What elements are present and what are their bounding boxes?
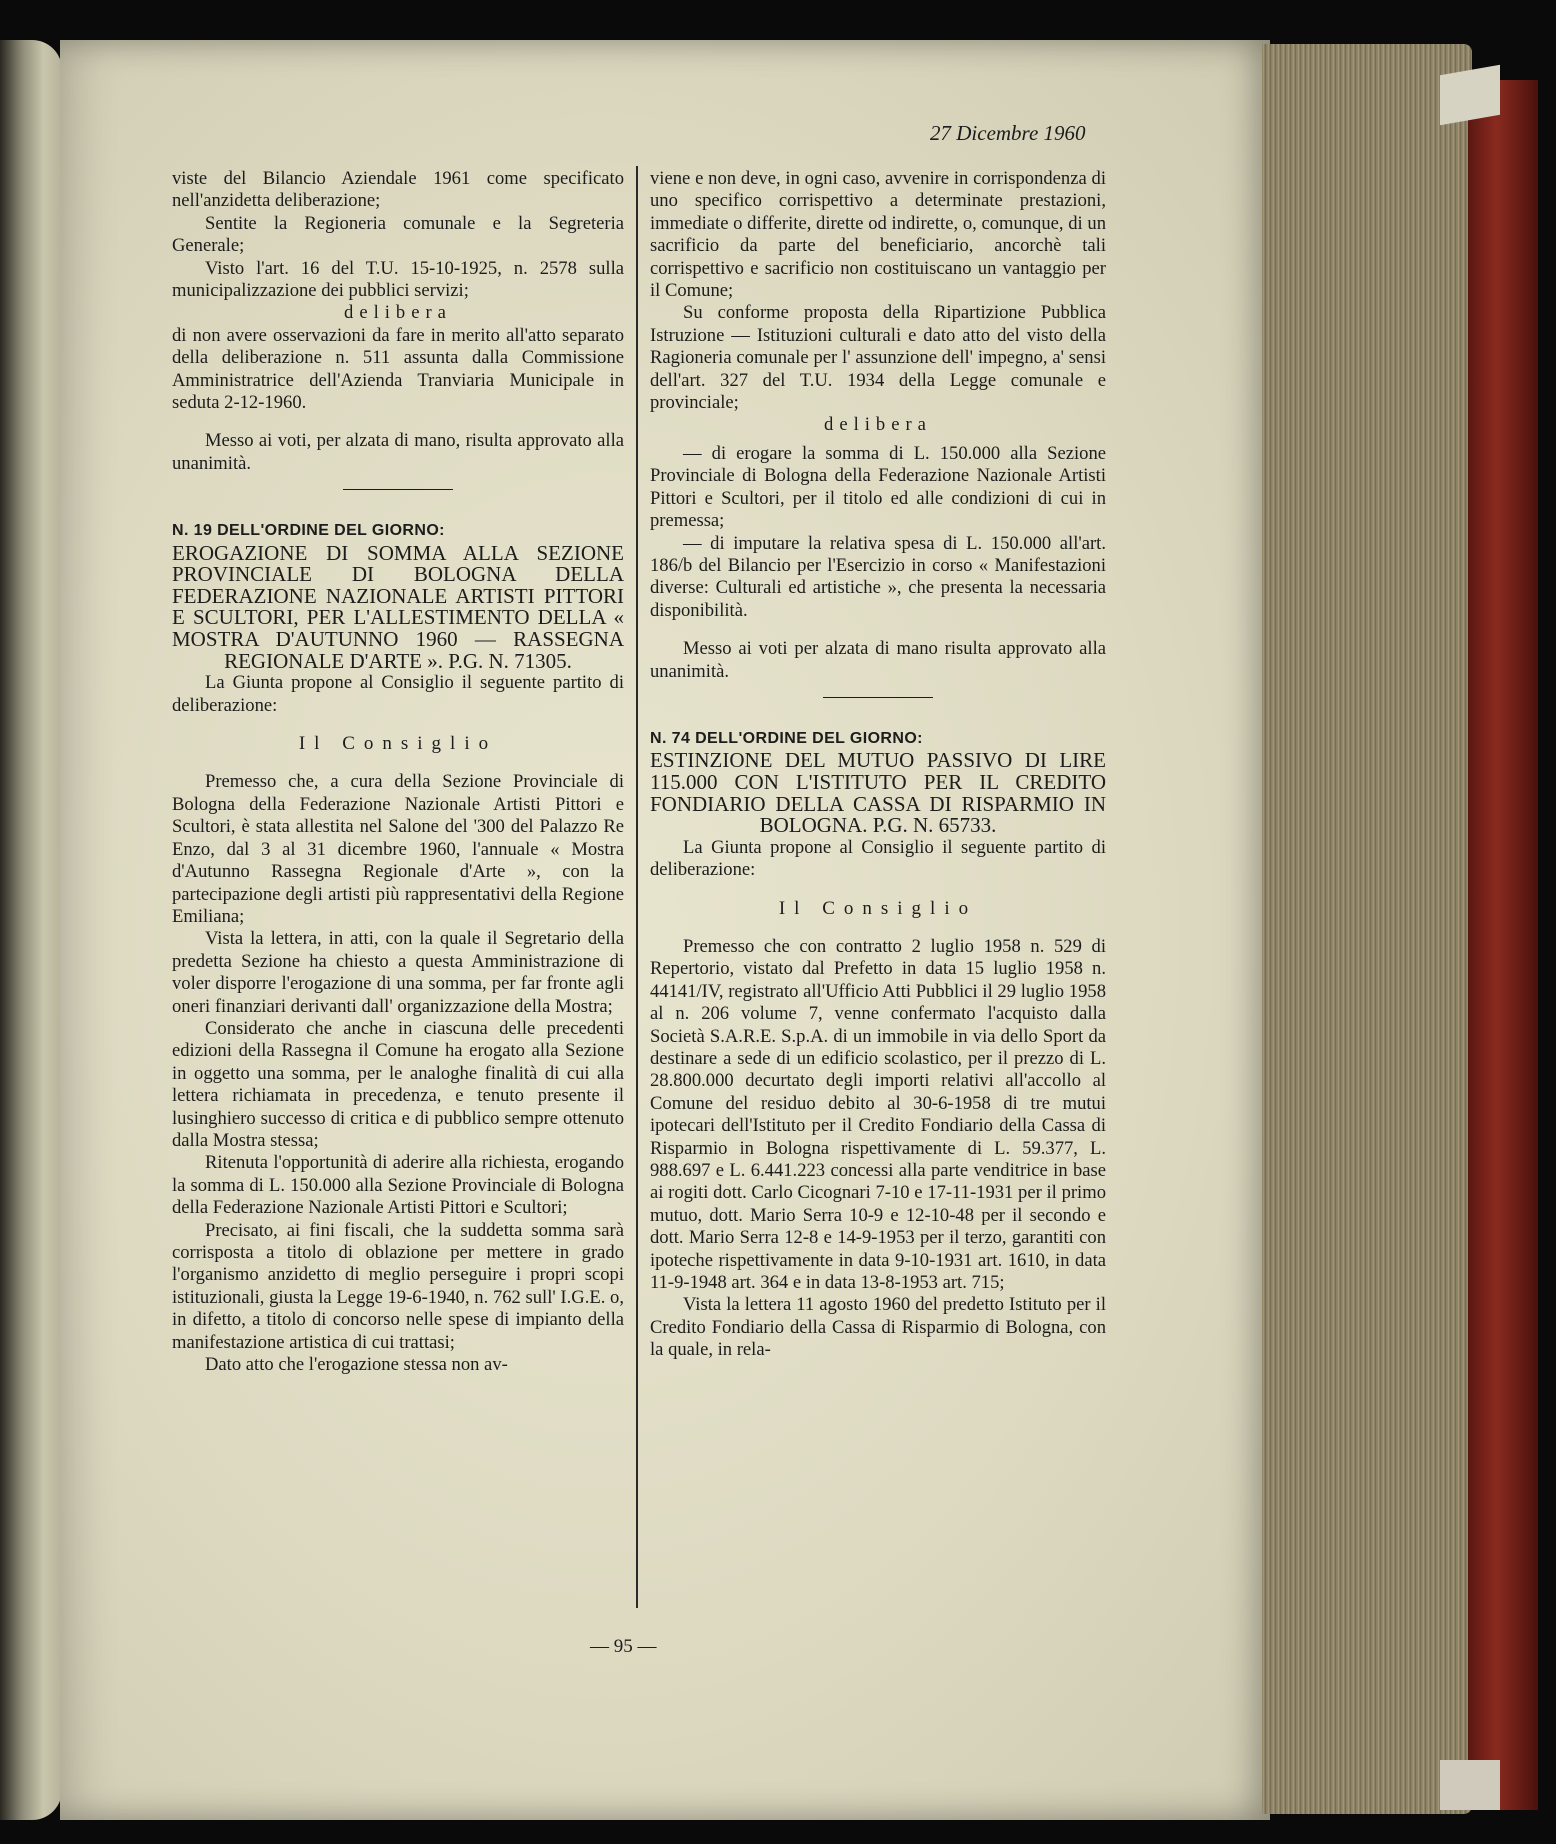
paragraph: viene e non deve, in ogni caso, avvenire in corrispondenza di uno specifico corrispettivo a determinate prestazioni, immediate o differite, dirette od indirette, o, comunque, di un sacrificio da parte del beneficiario, ancorchè tali corrispettivo e sacrificio non costituiscano un vantaggio per il Comune;: [650, 168, 1106, 302]
paragraph: Ritenuta l'opportunità di aderire alla richiesta, erogando la somma di L. 150.000 alla Sezione Provinciale di Bologna della Federazione Nazionale Artisti Pittori e Scultori;: [172, 1152, 624, 1219]
book-cover-edge: [1468, 80, 1538, 1810]
paragraph: — di imputare la relativa spesa di L. 150.000 all'art. 186/b del Bilancio per l'Esercizio in corso « Manifestazioni diverse: Culturali ed artistiche », che presenta la necessaria disponibilità.: [650, 532, 1106, 621]
item-title: ESTINZIONE DEL MUTUO PASSIVO DI LIRE 115.000 CON L'ISTITUTO PER IL CREDITO FONDIARIO DELLA CASSA DI RISPARMIO IN BOLOGNA. P.G. N. 65733.: [650, 748, 1106, 838]
paragraph: Dato atto che l'erogazione stessa non av-: [205, 1354, 508, 1376]
order-heading: N. 74 DELL'ORDINE DEL GIORNO:: [650, 729, 923, 747]
page-stack-edges: [1262, 44, 1472, 1814]
paragraph: Premesso che, a cura della Sezione Provinciale di Bologna della Federazione Nazionale Artisti Pittori e Scultori, è stata allestita nel Salone del '300 del Palazzo Re Enzo, dal 3 al 31 dicembre 1960, l'annuale « Mostra d'Autunno Rassegna Regionale d'Arte », con la partecipazione degli artisti più rappresentativi della Regione Emiliana;: [172, 771, 624, 927]
vote-result: Messo ai voti per alzata di mano risulta approvato alla unanimità.: [650, 638, 1106, 682]
delibera-heading: delibera: [824, 414, 932, 436]
paragraph: di non avere osservazioni da fare in merito all'atto separato della deliberazione n. 511 assunta dalla Commissione Amministratrice dell'Azienda Tranviaria Municipale in seduta 2-12-1960.: [172, 324, 624, 414]
paragraph: Sentite la Regioneria comunale e la Segreteria Generale;: [172, 212, 624, 257]
paragraph: viste del Bilancio Aziendale 1961 come specificato nell'anzidetta deliberazione;: [172, 168, 624, 212]
left-column: [172, 168, 624, 1376]
paragraph: Vista la lettera, in atti, con la quale il Segretario della predetta Sezione ha chiesto a questa Amministrazione di voler disporre l'erogazione di una somma, per far fronte agli oneri finanziari derivanti dall' organizzazione della Mostra;: [172, 928, 624, 1017]
paragraph: Visto l'art. 16 del T.U. 15-10-1925, n. 2578 sulla municipalizzazione dei pubblici servizi;: [172, 257, 624, 302]
paragraph: Vista la lettera 11 agosto 1960 del predetto Istituto per il Credito Fondiario della Cassa di Risparmio di Bologna, con la quale, in rela-: [650, 1294, 1106, 1361]
item-title: EROGAZIONE DI SOMMA ALLA SEZIONE PROVINCIALE DI BOLOGNA DELLA FEDERAZIONE NAZIONALE ARTISTI PITTORI E SCULTORI, PER L'ALLESTIMENTO DELLA « MOSTRA D'AUTUNNO 1960 — RASSEGNA REGIONALE D'ARTE ». P.G. N. 71305.: [172, 540, 624, 673]
order-heading: N. 19 DELL'ORDINE DEL GIORNO:: [172, 522, 445, 540]
column-divider: [636, 166, 638, 1608]
paragraph: La Giunta propone al Consiglio il seguente partito di deliberazione:: [172, 672, 624, 716]
paragraph: Su conforme proposta della Ripartizione Pubblica Istruzione — Istituzioni culturali e dato atto del visto della Ragioneria comunale per l' assunzione dell' impegno, a' sensi dell'art. 327 del T.U. 1934 della Legge comunale e provinciale;: [650, 302, 1106, 414]
cover-corner-bottom: [1440, 1760, 1500, 1810]
vote-result: Messo ai voti, per alzata di mano, risulta approvato alla unanimità.: [172, 430, 624, 474]
page-number: — 95 —: [590, 1636, 657, 1657]
delibera-heading: delibera: [344, 302, 452, 324]
previous-page-edge: [0, 40, 62, 1820]
right-column: [650, 168, 1106, 1362]
paragraph: Premesso che con contratto 2 luglio 1958 n. 529 di Repertorio, vistato dal Prefetto in data 15 luglio 1958 n. 44141/IV, registrato all'Ufficio Atti Pubblici il 29 luglio 1958 al n. 206 volume 7, venne confermato l'acquisto dalla Società S.A.R.E. S.p.A. di un immobile in via dello Sport da destinare a sede di un edificio scolastico, per il prezzo di L. 28.800.000 decurtato degli importi relativi all'accollo al Comune del residuo debito al 30-6-1958 di tre mutui ipotecari dell'Istituto per il Credito Fondiario della Cassa di Risparmio in Bologna rispettivamente di L. 59.377, L. 988.697 e L. 6.441.223 concessi alla parte venditrice in base ai rogiti dott. Carlo Cicognari 7-10 e 17-11-1931 per il primo mutuo, dott. Mario Serra 10-9 e 12-10-48 per il secondo e dott. Mario Serra 12-8 e 14-9-1953 per il terzo, garantiti con ipoteche rispettivamente in data 9-10-1931 art. 1610, in data 11-9-1948 art. 364 e in data 13-8-1953 art. 715;: [650, 935, 1106, 1294]
paragraph: La Giunta propone al Consiglio il seguente partito di deliberazione:: [650, 836, 1106, 881]
cover-corner-top: [1440, 65, 1500, 126]
section-rule: [343, 489, 453, 490]
running-header-date: 27 Dicembre 1960: [930, 121, 1086, 145]
paragraph: Precisato, ai fini fiscali, che la suddetta somma sarà corrisposta a titolo di oblazione per mettere in grado l'organismo anzidetto di meglio perseguire i propri scopi istituzionali, giusta la Legge 19-6-1940, n. 762 sull' I.G.E. o, in difetto, a titolo di concorso nelle spese di impianto della manifestazione artistica di cui trattasi;: [172, 1219, 624, 1353]
section-rule: [823, 697, 933, 698]
paragraph: Considerato che anche in ciascuna delle precedenti edizioni della Rassegna il Comune ha erogato alla Sezione in oggetto una somma, per le analoghe finalità di cui alla lettera richiamata in precedenza, e tenuto presente il lusinghiero successo di critica e di pubblico sempre ottenuto dalla Mostra stessa;: [172, 1017, 624, 1151]
consiglio-heading: Il Consiglio: [778, 897, 978, 919]
paragraph: — di erogare la somma di L. 150.000 alla Sezione Provinciale di Bologna della Federazione Nazionale Artisti Pittori e Scultori, per il titolo ed alle condizioni di cui in premessa;: [650, 442, 1106, 532]
consiglio-heading: Il Consiglio: [298, 733, 498, 755]
